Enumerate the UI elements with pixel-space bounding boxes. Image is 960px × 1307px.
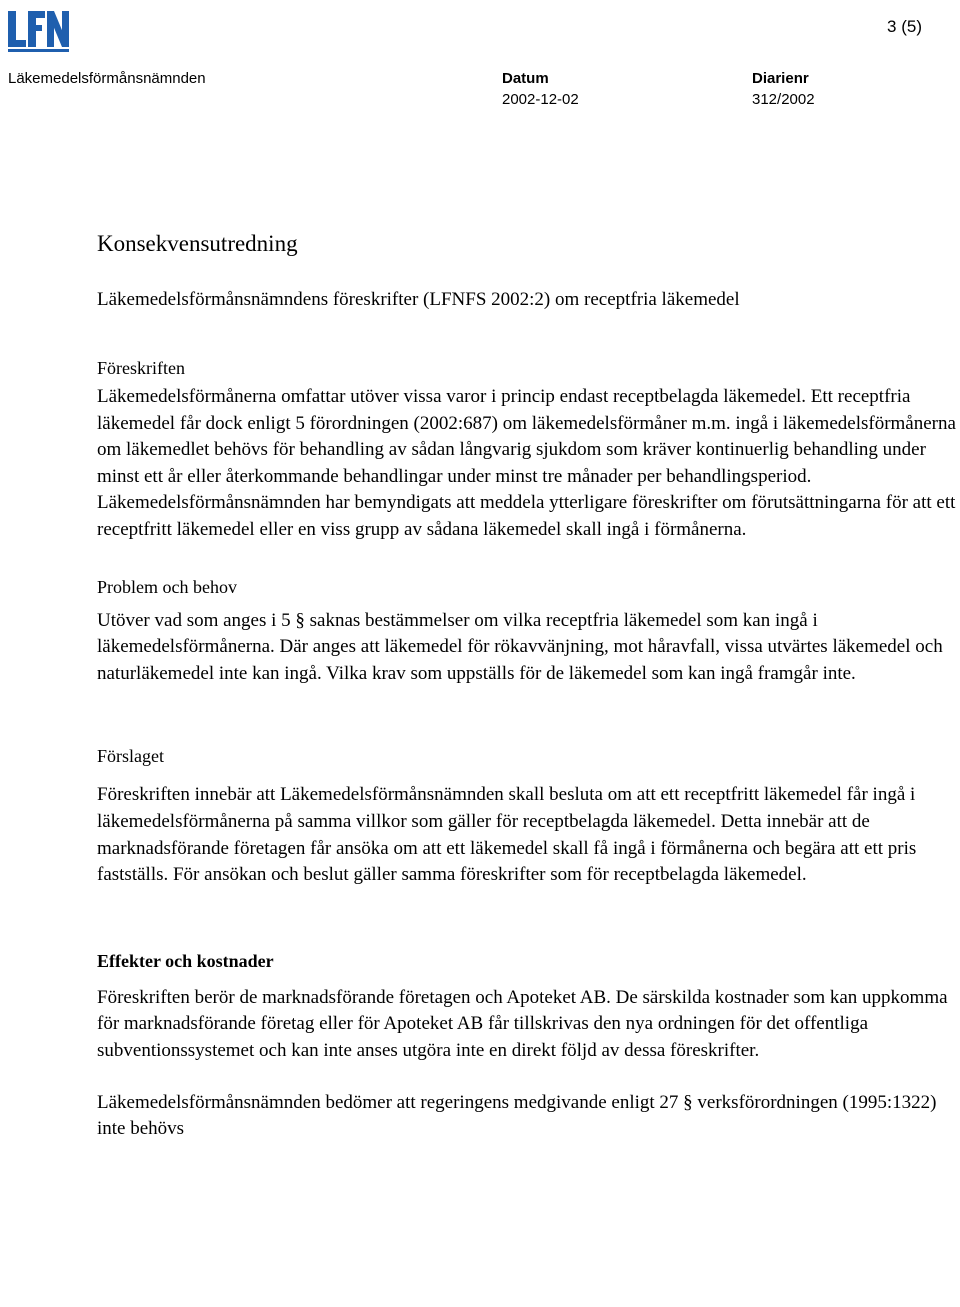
document-title: Konsekvensutredning [97,231,298,256]
date-value: 2002-12-02 [502,91,579,108]
section-foreskriften [97,355,960,544]
document-subtitle: Läkemedelsförmånsnämndens föreskrifter (LFNFS 2002:2) om receptfria läkemedel [97,289,740,310]
section-effekter-och-kostnader [97,948,960,1143]
document-body [97,229,960,1143]
organization-name: Läkemedelsförmånsnämnden [8,70,206,87]
section-paragraph: Föreskriften innebär att Läkemedelsförmånsnämnden skall besluta om att ett receptfritt läkemedel får ingå i läkemedelsförmånerna på samma villkor som gäller för receptbelagda läkemedel. Detta innebär att de marknadsförande företagen får ansöka om att ett läkemedel skall få ingå i förmånerna och begära att ett pris fastställs. För ansökan och beslut gäller samma föreskrifter som för receptbelagda läkemedel. [97,784,917,886]
section-problem-och-behov [97,574,960,688]
date-label: Datum [502,70,549,87]
section-forslaget [97,743,960,888]
diarie-label: Diarienr [752,70,809,87]
diarie-value: 312/2002 [752,91,815,108]
section-heading: Problem och behov [97,576,237,597]
section-heading: Föreskriften [97,358,185,378]
page-number: 3 (5) [887,17,922,36]
section-heading: Effekter och kostnader [97,950,274,971]
section-paragraph: Föreskriften berör de marknadsförande företagen och Apoteket AB. De särskilda kostnader som kan uppkomma för marknadsförande företag eller för Apoteket AB får tillskrivas den nya ordningen för det offentliga subventionssystemet och kan inte anses utgöra inte en direkt följd av dessa föreskrifter. [97,986,948,1061]
section-paragraph: Läkemedelsförmånsnämnden bedömer att regeringens medgivande enligt 27 § verksförordningen (1995:1322) inte behövs [97,1091,937,1140]
section-heading: Förslaget [97,746,164,767]
section-paragraph: Utöver vad som anges i 5 § saknas bestämmelser om vilka receptfria läkemedel som kan ingå i läkemedelsförmånerna. Där anges att läkemedel för rökavvänjning, mot håravfall, vissa utvärtes läkemedel och naturläkemedel inte kan ingå. Vilka krav som uppställs för de läkemedel som kan ingå framgår inte. [97,609,943,684]
lfn-logo [6,7,70,53]
section-paragraph: Läkemedelsförmånerna omfattar utöver vissa varor i princip endast receptbelagda läkemedel. Ett receptfria läkemedel får dock enligt 5 förordningen (2002:687) om läkemedelsförmåner m.m. ingå i läkemedelsförmånerna om läkemedlet behövs för behandling av sådan långvarig sjukdom som kräver kontinuerlig behandling under minst ett år eller återkommande behandlingar under minst tre månader per behandlingsperiod. Läkemedelsförmånsnämnden har bemyndigats att meddela ytterligare föreskrifter om förutsättningarna för att ett receptfritt läkemedel eller en viss grupp av sådana läkemedel skall ingå i förmånerna. [97,386,956,540]
